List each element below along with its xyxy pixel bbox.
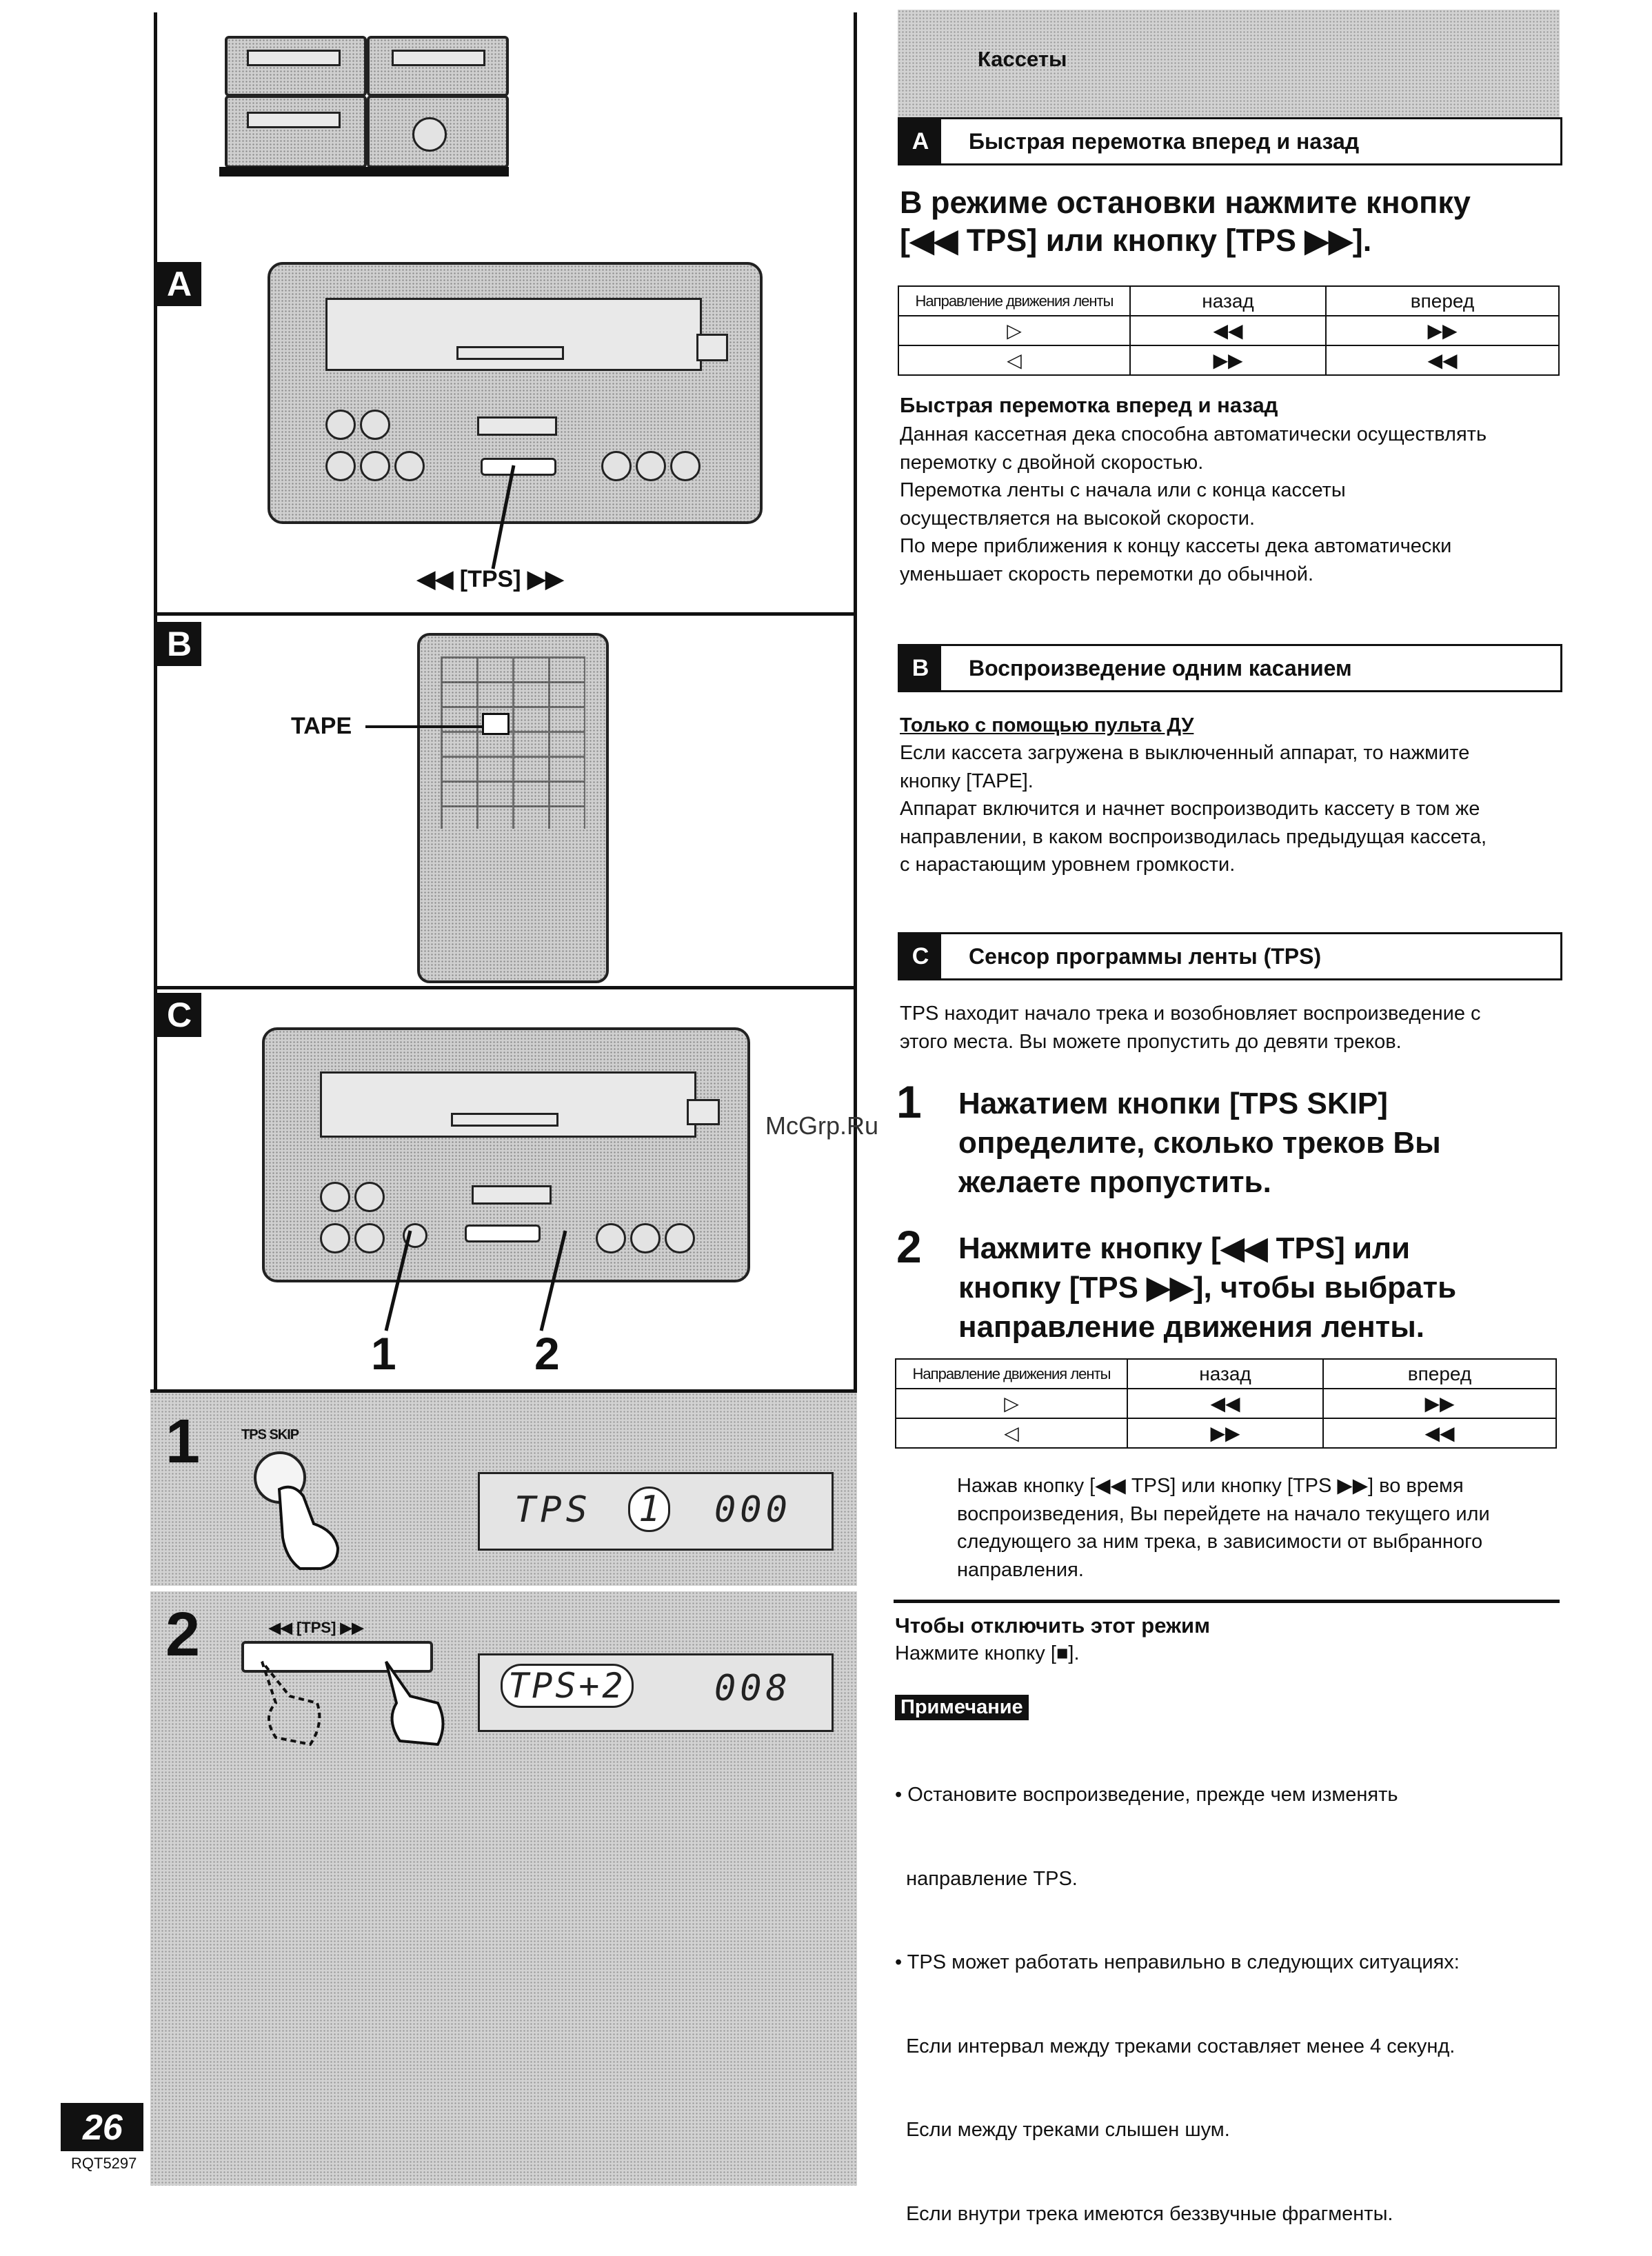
- step2-number: 2: [165, 1600, 201, 1669]
- table-cell: ◀◀: [1130, 316, 1326, 345]
- text-line: Аппарат включится и начнет воспроизводить кассету в том же: [900, 798, 1480, 820]
- tape-pointer-line: [365, 725, 483, 728]
- text-line: следующего за ним трека, в зависимости от выбранного: [957, 1531, 1483, 1553]
- divider-bc: [154, 986, 857, 989]
- table-cell: ◀◀: [1127, 1389, 1323, 1418]
- header-title: Кассеты: [978, 47, 1067, 71]
- table-header-back: назад: [1130, 286, 1326, 316]
- section-c-title: Сенсор программы ленты (TPS): [969, 944, 1322, 969]
- cancel-heading: Чтобы отключить этот режим: [895, 1613, 1211, 1638]
- left-frame-line: [154, 12, 157, 1391]
- table-cell: ◁: [898, 345, 1130, 375]
- table-cell: ◁: [896, 1418, 1127, 1448]
- text-line: уменьшает скорость перемотки до обычной.: [900, 563, 1314, 585]
- text-line: Нажмите кнопку [◀◀ TPS] или: [958, 1231, 1411, 1265]
- section-c-after-table: [957, 1472, 1490, 1584]
- document-code: RQT5297: [71, 2155, 137, 2172]
- section-b-subheading: Только с помощью пульта ДУ: [900, 714, 1194, 736]
- note-line: • Остановите воспроизведение, прежде чем изменять: [895, 1784, 1398, 1806]
- lcd-counter-2: 008: [714, 1668, 792, 1709]
- text-line: осуществляется на высокой скорости.: [900, 507, 1256, 530]
- lcd-track-count: 1: [628, 1487, 670, 1532]
- table-header-forward: вперед: [1323, 1359, 1556, 1389]
- note-line: направление TPS.: [895, 1867, 1078, 1890]
- section-c-step1-text: [958, 1084, 1441, 1202]
- text-line: направление движения ленты.: [958, 1310, 1425, 1344]
- text-line: определите, сколько треков Вы: [958, 1126, 1441, 1160]
- callout-1: 1: [371, 1328, 396, 1379]
- lcd-tps-plus-text: TPS+2: [501, 1664, 634, 1708]
- text-line: перемотку с двойной скоростью.: [900, 451, 1204, 474]
- section-c-intro: [900, 1000, 1481, 1056]
- text-line: Нажатием кнопки [TPS SKIP]: [958, 1087, 1388, 1120]
- tps-direction-label: ◀◀ [TPS] ▶▶: [269, 1619, 364, 1636]
- section-a-paragraph: [900, 421, 1487, 588]
- text-line: направлении, в каком воспроизводилась предыдущая кассета,: [900, 825, 1487, 848]
- table-cell: ▷: [896, 1389, 1127, 1418]
- fingers-icon: [248, 1655, 455, 1751]
- tape-label: TAPE: [291, 713, 352, 739]
- text-line: воспроизведения, Вы перейдете на начало текущего или: [957, 1502, 1490, 1525]
- table-cell: ◀◀: [1326, 345, 1559, 375]
- text-line: с нарастающим уровнем громкости.: [900, 854, 1236, 876]
- step1-number: 1: [165, 1407, 201, 1476]
- note-line: • TPS может работать неправильно в следующих ситуациях:: [895, 1951, 1460, 1973]
- table-cell: ▶▶: [1130, 345, 1326, 375]
- table-cell: ▶▶: [1127, 1418, 1323, 1448]
- section-a-title: Быстрая перемотка вперед и назад: [969, 129, 1360, 154]
- text-line: Данная кассетная дека способна автоматически осуществлять: [900, 423, 1487, 445]
- divider-ab: [154, 612, 857, 616]
- table-header-back: назад: [1127, 1359, 1323, 1389]
- section-a-direction-table: [898, 285, 1560, 376]
- section-b-paragraph: [900, 739, 1487, 879]
- lcd-display-step1: [478, 1472, 834, 1551]
- cancel-divider: [894, 1600, 1560, 1603]
- page-number: 26: [83, 2108, 123, 2148]
- section-b-letter: B: [900, 646, 941, 690]
- table-cell: ◀◀: [1323, 1418, 1556, 1448]
- panel-b-letter: B: [157, 622, 201, 666]
- section-c-letter: C: [900, 934, 941, 978]
- stereo-system-illustration: [219, 36, 509, 181]
- right-frame-line: [854, 12, 857, 1395]
- watermark: McGrp.Ru: [765, 1111, 879, 1140]
- cancel-text: Нажмите кнопку [■].: [895, 1642, 1080, 1664]
- section-b-bar: [898, 644, 1562, 692]
- text-line: желаете пропустить.: [958, 1165, 1271, 1199]
- panel-a-callout-line: [483, 462, 524, 572]
- text-line: По мере приближения к концу кассеты дека автоматически: [900, 535, 1452, 557]
- section-a-instruction-2: [◀◀ TPS] или кнопку [TPS ▶▶].: [900, 223, 1372, 258]
- note-line: Если внутри трека имеются беззвучные фрагменты.: [895, 2202, 1393, 2225]
- text-line: кнопку [TPS ▶▶], чтобы выбрать: [958, 1271, 1457, 1305]
- section-a-instruction-1: В режиме остановки нажмите кнопку: [900, 185, 1471, 220]
- section-c-step2-text: [958, 1229, 1456, 1347]
- section-c-step1-number: 1: [896, 1076, 922, 1127]
- lcd-counter: 000: [714, 1489, 792, 1531]
- text-line: TPS находит начало трека и возобновляет воспроизведение с: [900, 1003, 1481, 1025]
- section-a-bar: [898, 117, 1562, 165]
- note-label: Примечание: [895, 1695, 1029, 1720]
- tps-skip-label: TPS SKIP: [241, 1427, 299, 1442]
- table-header-direction: Направление движения ленты: [898, 286, 1130, 316]
- table-header-direction: Направление движения ленты: [896, 1359, 1127, 1389]
- panel-c-callout-lines: [372, 1227, 579, 1338]
- lcd-display-step2: [478, 1653, 834, 1732]
- notes-list: [895, 1725, 1460, 2256]
- table-header-forward: вперед: [1326, 286, 1559, 316]
- section-a-subheading: Быстрая перемотка вперед и назад: [900, 393, 1278, 417]
- section-c-bar: [898, 932, 1562, 980]
- table-cell: ▶▶: [1323, 1389, 1556, 1418]
- text-line: Перемотка ленты с начала или с конца кассеты: [900, 479, 1346, 501]
- lcd-tps-text: TPS: [514, 1489, 592, 1531]
- text-line: Если кассета загружена в выключенный аппарат, то нажмите: [900, 742, 1470, 764]
- remote-control-illustration: [417, 633, 609, 983]
- section-c-step2-number: 2: [896, 1221, 922, 1272]
- callout-2: 2: [534, 1328, 560, 1379]
- text-line: направления.: [957, 1558, 1084, 1581]
- section-b-title: Воспроизведение одним касанием: [969, 656, 1352, 681]
- panel-a-letter: A: [157, 262, 201, 306]
- finger-icon: [272, 1482, 348, 1572]
- text-line: кнопку [TAPE].: [900, 769, 1034, 792]
- section-c-direction-table: [895, 1358, 1557, 1449]
- note-line: Если между треками слышен шум.: [895, 2119, 1230, 2141]
- table-cell: ▶▶: [1326, 316, 1559, 345]
- panel-c-letter: C: [157, 993, 201, 1037]
- panel-a-tps-label: ◀◀ [TPS] ▶▶: [417, 566, 564, 592]
- text-line: этого места. Вы можете пропустить до девяти треков.: [900, 1030, 1402, 1053]
- table-cell: ▷: [898, 316, 1130, 345]
- section-a-letter: A: [900, 119, 941, 163]
- note-line: Если интервал между треками составляет менее 4 секунд.: [895, 2035, 1455, 2057]
- text-line: Нажав кнопку [◀◀ TPS] или кнопку [TPS ▶▶] во время: [957, 1475, 1464, 1497]
